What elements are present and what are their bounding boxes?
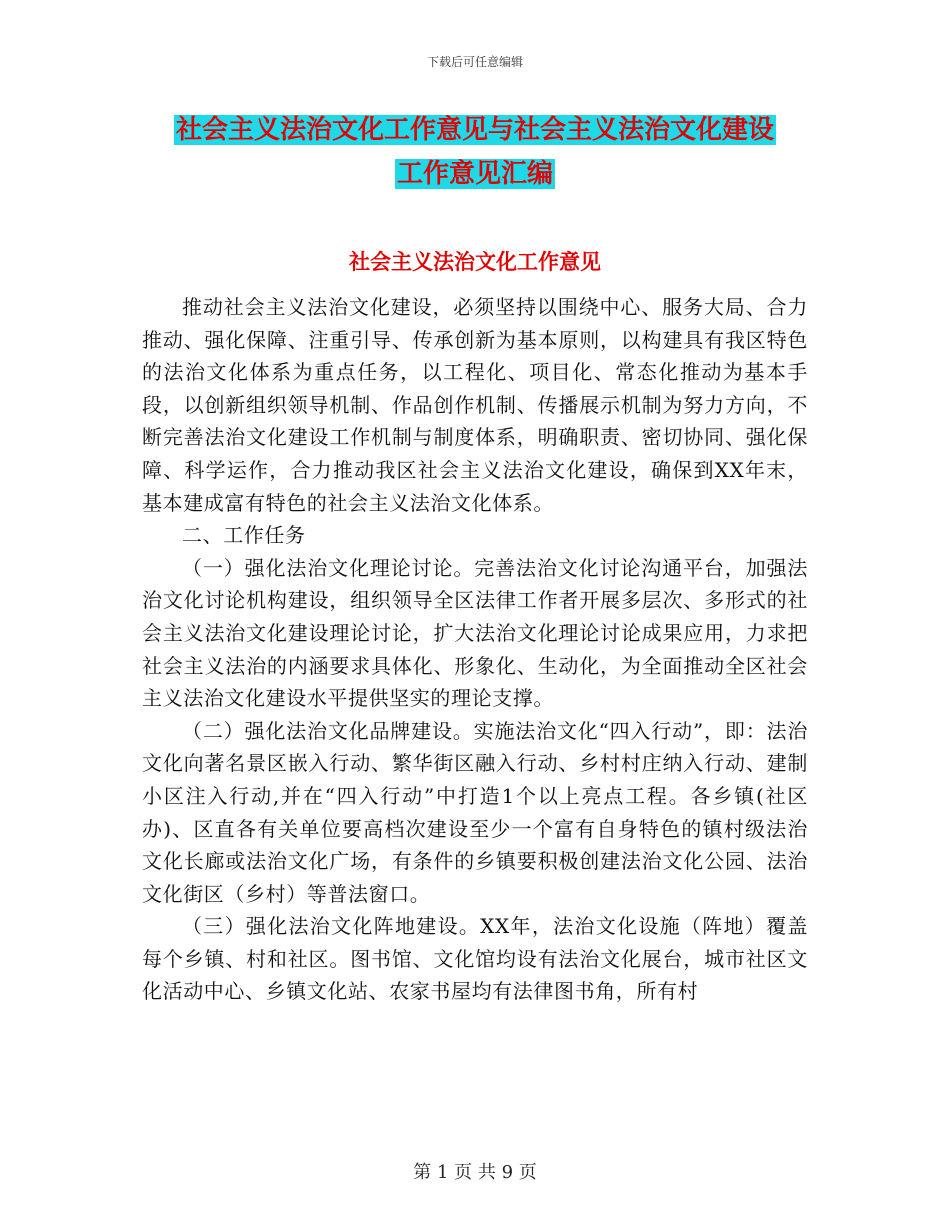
- document-title-line2: 工作意见汇编: [396, 159, 553, 189]
- document-title: [140, 108, 810, 196]
- paragraph: （二）强化法治文化品牌建设。实施法治文化“四入行动”，即：法治文化向著名景区嵌入行动、繁华街区融入行动、乡村村庄纳入行动、建制小区注入行动,并在“四入行动”中打造1个以上亮点工程。各乡镇(社区办)、区直各有关单位要高档次建设至少一个富有自身特色的镇村级法治文化长廊或法治文化广场，有条件的乡镇要积极创建法治文化公园、法治文化街区（乡村）等普法窗口。: [142, 718, 808, 906]
- document-title-line1: 社会主义法治文化工作意见与社会主义法治文化建设: [175, 115, 774, 145]
- header-note: 下载后可任意编辑: [426, 55, 523, 69]
- page-footer: 第 1 页 共 9 页: [413, 1162, 537, 1183]
- section-heading: 社会主义法治文化工作意见: [349, 250, 601, 274]
- paragraph: （三）强化法治文化阵地建设。XX年，法治文化设施（阵地）覆盖每个乡镇、村和社区。图书馆、文化馆均设有法治文化展台，城市社区文化活动中心、乡镇文化站、农家书屋均有法律图书角，所有村: [142, 914, 808, 1004]
- paragraph: （一）强化法治文化理论讨论。完善法治文化讨论沟通平台，加强法治文化讨论机构建设，组织领导全区法律工作者开展多层次、多形式的社会主义法治文化建设理论讨论，扩大法治文化理论讨论成果应用，力求把社会主义法治的内涵要求具体化、形象化、生动化，为全面推动全区社会主义法治文化建设水平提供坚实的理论支撑。: [142, 555, 808, 711]
- paragraph: 推动社会主义法治文化建设，必须坚持以围绕中心、服务大局、合力推动、强化保障、注重引导、传承创新为基本原则，以构建具有我区特色的法治文化体系为重点任务，以工程化、项目化、常态化推动为基本手段，以创新组织领导机制、作品创作机制、传播展示机制为努力方向，不断完善法治文化建设工作机制与制度体系，明确职责、密切协同、强化保障、科学运作，合力推动我区社会主义法治文化建设，确保到XX年末，基本建成富有特色的社会主义法治文化体系。: [142, 295, 808, 515]
- body-text: [142, 291, 808, 1008]
- paragraph: 二、工作任务: [182, 523, 306, 548]
